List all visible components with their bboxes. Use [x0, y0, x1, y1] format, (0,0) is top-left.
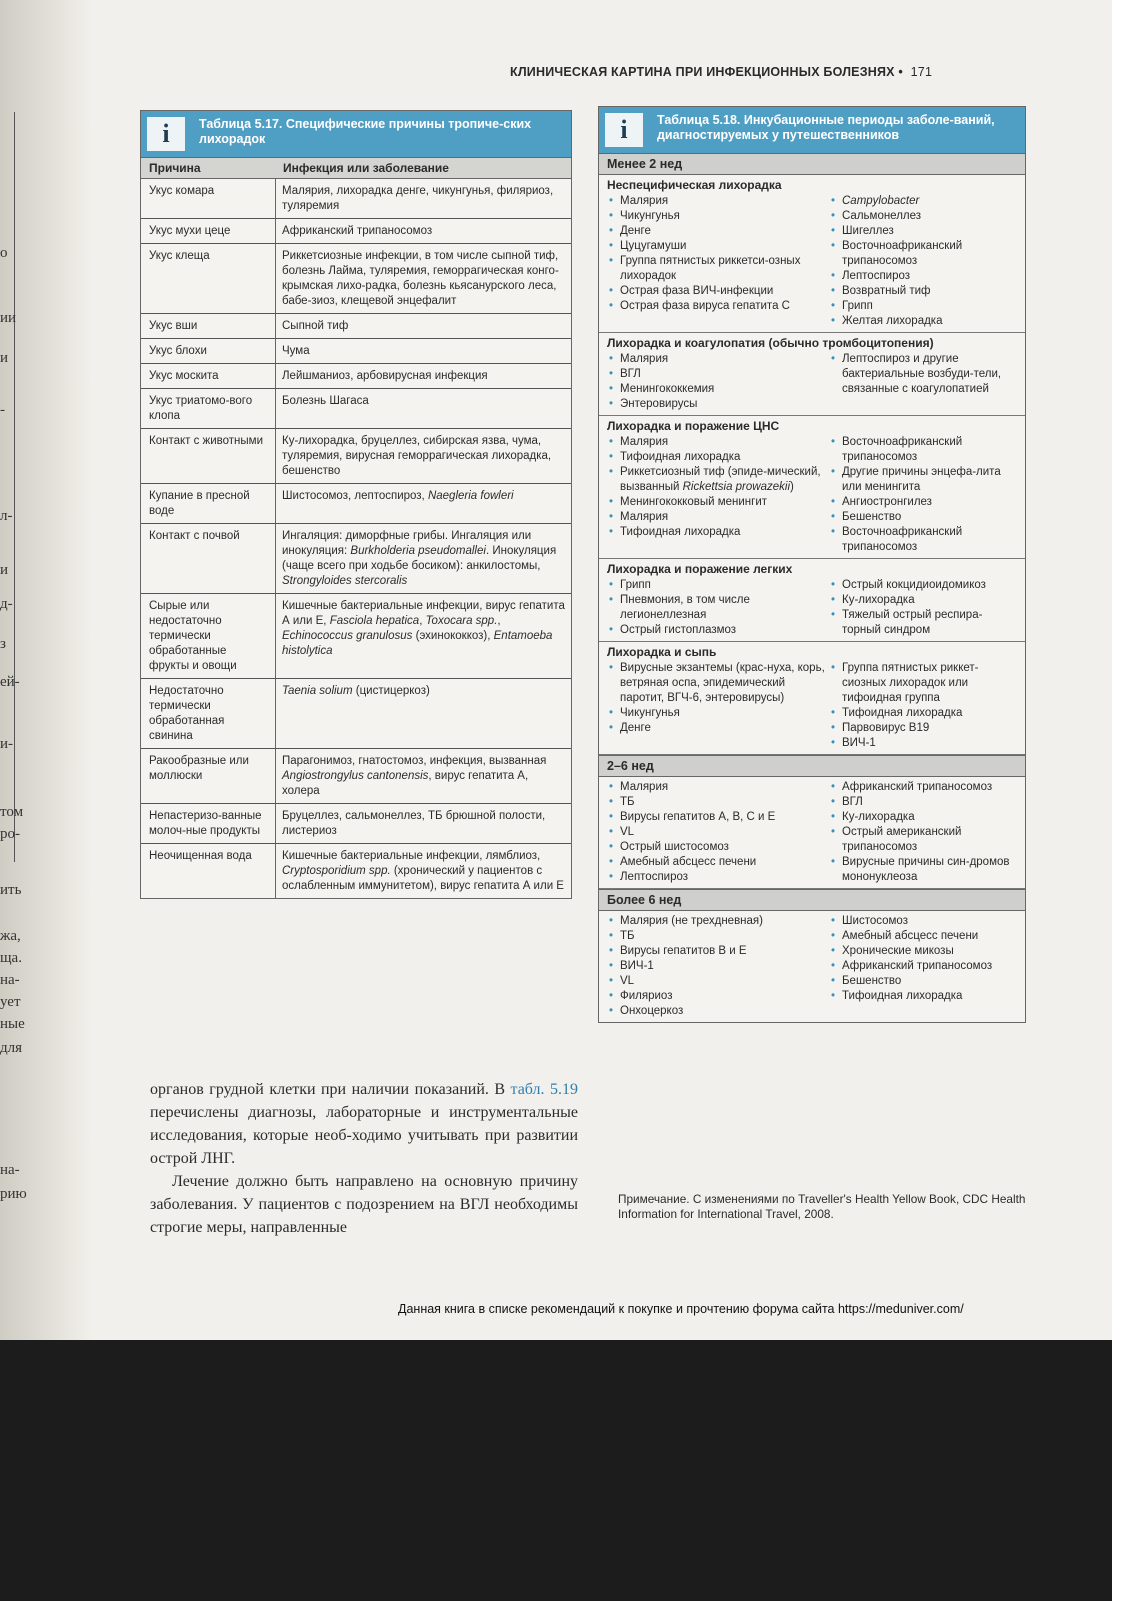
cause-cell: Ракообразные или моллюски	[141, 749, 276, 803]
list-item: • ВИЧ-1	[829, 736, 1019, 751]
infection-cell: Сыпной тиф	[282, 320, 349, 332]
page-number: 171	[910, 65, 933, 79]
infection-cell: Африканский трипаносомоз	[282, 225, 433, 237]
infection-cell: Парагонимоз, гнатостомоз, инфекция, вызванная Angiostrongylus cantonensis, вирус гепатита А, холера	[282, 755, 547, 797]
table-row	[141, 179, 571, 219]
cause-cell: Контакт с почвой	[141, 524, 276, 593]
right-column-list	[829, 578, 1019, 638]
cause-cell: Укус триатомо-вого клопа	[141, 389, 276, 428]
left-column-list	[607, 661, 829, 751]
fringe-fragment: ные	[0, 1016, 25, 1032]
infection-cell: Лейшманиоз, арбовирусная инфекция	[282, 370, 488, 382]
list-item: • Филяриоз	[607, 989, 829, 1004]
subsection	[599, 175, 1025, 333]
fringe-fragment: л-	[0, 508, 13, 524]
list-item: • Острый шистосомоз	[607, 840, 829, 855]
table-row	[141, 339, 571, 364]
fringe-fragment: и	[0, 350, 9, 366]
table-row	[141, 749, 571, 804]
body-text	[150, 1078, 578, 1239]
cause-cell: Укус мухи цеце	[141, 219, 276, 243]
list-item: • Острый американский трипаносомоз	[829, 825, 1019, 855]
list-item: • Малярия (не трехдневная)	[607, 914, 829, 929]
table-caption: Таблица 5.17. Специфические причины тропиче-ских лихорадок	[199, 117, 532, 146]
fringe-fragment: том	[0, 804, 24, 820]
list-item: • Восточноафриканский трипаносомоз	[829, 239, 1019, 269]
section-header: 2–6 нед	[599, 755, 1025, 777]
list-item: • Тифоидная лихорадка	[829, 706, 1019, 721]
list-item: • ВГЛ	[829, 795, 1019, 810]
cause-cell: Укус клеща	[141, 244, 276, 313]
table-5-17	[140, 110, 572, 899]
cause-cell: Купание в пресной воде	[141, 484, 276, 523]
info-icon: i	[147, 117, 185, 151]
list-item: • Грипп	[829, 299, 1019, 314]
table-row	[141, 594, 571, 679]
fringe-fragment: на-	[0, 972, 20, 988]
table-body	[599, 153, 1025, 1022]
list-item: • Малярия	[607, 780, 829, 795]
infection-cell: Болезнь Шагаса	[282, 395, 369, 407]
infection-cell: Бруцеллез, сальмонеллез, ТБ брюшной полости, листериоз	[282, 810, 546, 837]
infection-cell: Кишечные бактериальные инфекции, лямблиоз, Cryptosporidium spp. (хронический у пациентов с ослабленным иммунитетом), вирус гепатита А или Е	[282, 850, 564, 892]
table-row	[141, 804, 571, 844]
list-item: • VL	[607, 825, 829, 840]
fringe-fragment: д-	[0, 596, 13, 612]
table-row	[141, 429, 571, 484]
infection-cell: Шистосомоз, лептоспироз, Naegleria fowleri	[282, 490, 514, 502]
list-item: • ВГЛ	[607, 367, 829, 382]
fringe-fragment: ро-	[0, 826, 20, 842]
running-header	[510, 65, 932, 79]
list-item: • Шистосомоз	[829, 914, 1019, 929]
subsection	[599, 416, 1025, 559]
infection-cell: Чума	[282, 345, 310, 357]
table-row	[141, 364, 571, 389]
list-item: • Группа пятнистых риккетси-озных лихорадок	[607, 254, 829, 284]
subsection-title: Неспецифическая лихорадка	[607, 178, 782, 192]
cause-cell: Неочищенная вода	[141, 844, 276, 898]
right-column-list	[829, 352, 1019, 412]
list-item: • Чикунгунья	[607, 209, 829, 224]
right-column-list	[829, 914, 1019, 1019]
paragraph	[150, 1078, 578, 1170]
table-row	[141, 679, 571, 749]
subsection-title: Лихорадка и поражение ЦНС	[607, 419, 780, 433]
list-item: • Энтеровирусы	[607, 397, 829, 412]
cause-cell: Укус вши	[141, 314, 276, 338]
left-column-list	[607, 435, 829, 555]
infection-cell: Малярия, лихорадка денге, чикунгунья, филяриоз, туляремия	[282, 185, 554, 212]
table-row	[141, 524, 571, 594]
subsection-title: Лихорадка и коагулопатия (обычно тромбоцитопения)	[607, 336, 934, 350]
list-item: • Вирусные экзантемы (крас-нуха, корь, ветряная оспа, эпидемический паротит, ВГЧ-6, энтеровирусы)	[607, 661, 829, 706]
list-item: • Бешенство	[829, 510, 1019, 525]
list-item: • Денге	[607, 721, 829, 736]
list-item: • Малярия	[607, 194, 829, 209]
list-item: • Чикунгунья	[607, 706, 829, 721]
list-item: • Риккетсиозный тиф (эпиде-мический, вызванный Rickettsia prowazekii)	[607, 465, 829, 495]
fringe-fragment: ща.	[0, 950, 22, 966]
section-header: Менее 2 нед	[599, 153, 1025, 175]
list-item: • ТБ	[607, 929, 829, 944]
list-item: • Ку-лихорадка	[829, 593, 1019, 608]
fringe-fragment: на-	[0, 1162, 20, 1178]
table-5-18	[598, 106, 1026, 1023]
list-item: • Менингококкемия	[607, 382, 829, 397]
cause-cell: Непастеризо-ванные молоч-ные продукты	[141, 804, 276, 843]
list-item: • Восточноафриканский трипаносомоз	[829, 435, 1019, 465]
fringe-fragment: и-	[0, 736, 14, 752]
cause-cell: Укус москита	[141, 364, 276, 388]
infection-cell: Ингаляция: диморфные грибы. Ингаляция или инокуляция: Burkholderia pseudomallei. Инокуляция (чаще всего при ходьбе босиком): анкилостомы, Strongyloides stercoralis	[282, 530, 557, 587]
table-row	[141, 484, 571, 524]
list-item: • Острый кокцидиоидомикоз	[829, 578, 1019, 593]
list-item: • Вирусные причины син-дромов мононуклеоза	[829, 855, 1019, 885]
fringe-fragment: для	[0, 1040, 23, 1056]
running-header-title: КЛИНИЧЕСКАЯ КАРТИНА ПРИ ИНФЕКЦИОННЫХ БОЛЕЗНЯХ	[510, 65, 895, 79]
list-item: • Тифоидная лихорадка	[607, 450, 829, 465]
subsection	[599, 642, 1025, 755]
column-header-cause: Причина	[149, 161, 201, 175]
right-column-list	[829, 780, 1019, 885]
scan-dark-border	[0, 1340, 1112, 1601]
table-note: Примечание. С изменениями по Traveller's Health Yellow Book, CDC Health Information for International Travel, 2008.	[618, 1192, 1026, 1221]
list-item: • Острая фаза вируса гепатита С	[607, 299, 829, 314]
subsection	[599, 777, 1025, 889]
list-item: • Амебный абсцесс печени	[829, 929, 1019, 944]
subsection	[599, 559, 1025, 642]
table-reference-link[interactable]: табл. 5.19	[510, 1081, 579, 1098]
fringe-fragment: ует	[0, 994, 21, 1010]
left-column-list	[607, 352, 829, 412]
list-item: • Пневмония, в том числе легионеллезная	[607, 593, 829, 623]
list-item: • Малярия	[607, 435, 829, 450]
running-header-bullet: •	[898, 65, 903, 79]
list-item: • Африканский трипаносомоз	[829, 959, 1019, 974]
list-item: • Парвовирус B19	[829, 721, 1019, 736]
list-item: • Малярия	[607, 352, 829, 367]
list-item: • Вирусы гепатитов А, В, С и Е	[607, 810, 829, 825]
list-item: • Группа пятнистых риккет-сиозных лихорадок или тифоидная группа	[829, 661, 1019, 706]
infection-cell: Кишечные бактериальные инфекции, вирус гепатита А или Е, Fasciola hepatica, Toxocara spp., Echinococcus granulosus (эхинококкоз), Entamoeba histolytica	[282, 600, 565, 657]
paragraph-text: органов грудной клетки при наличии показаний. В	[150, 1081, 511, 1098]
fringe-fragment: з	[0, 636, 6, 652]
list-item: • Африканский трипаносомоз	[829, 780, 1019, 795]
list-item: • Малярия	[607, 510, 829, 525]
list-item: • VL	[607, 974, 829, 989]
cause-cell: Контакт с животными	[141, 429, 276, 483]
subsection	[599, 333, 1025, 416]
list-item: • Другие причины энцефа-лита или менингита	[829, 465, 1019, 495]
table-header-row	[141, 157, 571, 179]
table-row	[141, 844, 571, 898]
right-column-list	[829, 194, 1019, 329]
infection-cell: Риккетсиозные инфекции, в том числе сыпной тиф, болезнь Лайма, туляремия, геморрагическая конго-крымская лихо-радка, болезнь кьясанурского леса, бабе-зиоз, клещевой энцефалит	[282, 250, 559, 307]
watermark-banner: Данная книга в списке рекомендаций к покупке и прочтению форума сайта https://meduniver.com/	[398, 1302, 964, 1316]
list-item: • Денге	[607, 224, 829, 239]
list-item: • Бешенство	[829, 974, 1019, 989]
subsection-title: Лихорадка и поражение легких	[607, 562, 793, 576]
list-item: • Лептоспироз	[607, 870, 829, 885]
list-item: • Ку-лихорадка	[829, 810, 1019, 825]
left-column-list	[607, 914, 829, 1019]
table-row	[141, 314, 571, 339]
fringe-fragment: -	[0, 402, 5, 418]
table-row	[141, 219, 571, 244]
list-item: • ТБ	[607, 795, 829, 810]
left-column-list	[607, 194, 829, 329]
subsection-title: Лихорадка и сыпь	[607, 645, 717, 659]
table-caption-bar	[599, 107, 1025, 153]
fringe-fragment: ей-	[0, 674, 20, 690]
subsection	[599, 911, 1025, 1022]
info-icon: i	[605, 113, 643, 147]
list-item: • Лептоспироз и другие бактериальные возбуди-тели, связанные с коагулопатией	[829, 352, 1019, 397]
list-item: • Сальмонеллез	[829, 209, 1019, 224]
right-column-list	[829, 435, 1019, 555]
list-item: • Лептоспироз	[829, 269, 1019, 284]
column-header-infection: Инфекция или заболевание	[283, 161, 449, 175]
list-item: • Тифоидная лихорадка	[607, 525, 829, 540]
cause-cell: Укус блохи	[141, 339, 276, 363]
fringe-fragment: ии	[0, 310, 17, 326]
paragraph: Лечение должно быть направлено на основную причину заболевания. У пациентов с подозрением на ВГЛ необходимы строгие меры, направленные	[150, 1173, 578, 1236]
list-item: • Острая фаза ВИЧ-инфекции	[607, 284, 829, 299]
list-item: • Тифоидная лихорадка	[829, 989, 1019, 1004]
list-item: • Возвратный тиф	[829, 284, 1019, 299]
table-caption-bar	[141, 111, 571, 157]
list-item: • Восточноафриканский трипаносомоз	[829, 525, 1019, 555]
list-item: • Цуцугамуши	[607, 239, 829, 254]
cause-cell: Недостаточно термически обработанная свинина	[141, 679, 276, 748]
fringe-fragment: рию	[0, 1186, 27, 1202]
infection-cell: Taenia solium (цистицеркоз)	[282, 685, 430, 697]
list-item: • Желтая лихорадка	[829, 314, 1019, 329]
fringe-fragment: ить	[0, 882, 22, 898]
list-item: • Менингококковый менингит	[607, 495, 829, 510]
table-row	[141, 244, 571, 314]
list-item: • Campylobacter	[829, 194, 1019, 209]
section-header: Более 6 нед	[599, 889, 1025, 911]
left-column-list	[607, 780, 829, 885]
list-item: • Вирусы гепатитов В и Е	[607, 944, 829, 959]
left-column-list	[607, 578, 829, 638]
fringe-fragment: жа,	[0, 928, 21, 944]
list-item: • Грипп	[607, 578, 829, 593]
list-item: • Острый гистоплазмоз	[607, 623, 829, 638]
paragraph-text: перечислены диагнозы, лабораторные и инструментальные исследования, которые необ-ходимо учитывать при развитии острой ЛНГ.	[150, 1104, 578, 1167]
infection-cell: Ку-лихорадка, бруцеллез, сибирская язва, чума, туляремия, вирусная геморрагическая лихорадка, бешенство	[282, 435, 552, 477]
table-caption: Таблица 5.18. Инкубационные периоды заболе-ваний, диагностируемых у путешественников	[657, 113, 995, 142]
table-body	[141, 179, 571, 898]
list-item: • Ангиостронгилез	[829, 495, 1019, 510]
list-item: • Шигеллез	[829, 224, 1019, 239]
fringe-fragment: и	[0, 562, 9, 578]
fringe-fragment: о	[0, 245, 8, 261]
list-item: • Хронические микозы	[829, 944, 1019, 959]
list-item: • Онхоцеркоз	[607, 1004, 829, 1019]
list-item: • Тяжелый острый респира-торный синдром	[829, 608, 1019, 638]
table-row	[141, 389, 571, 429]
right-column-list	[829, 661, 1019, 751]
cause-cell: Сырые или недостаточно термически обработанные фрукты и овощи	[141, 594, 276, 678]
cause-cell: Укус комара	[141, 179, 276, 218]
list-item: • Амебный абсцесс печени	[607, 855, 829, 870]
list-item: • ВИЧ-1	[607, 959, 829, 974]
